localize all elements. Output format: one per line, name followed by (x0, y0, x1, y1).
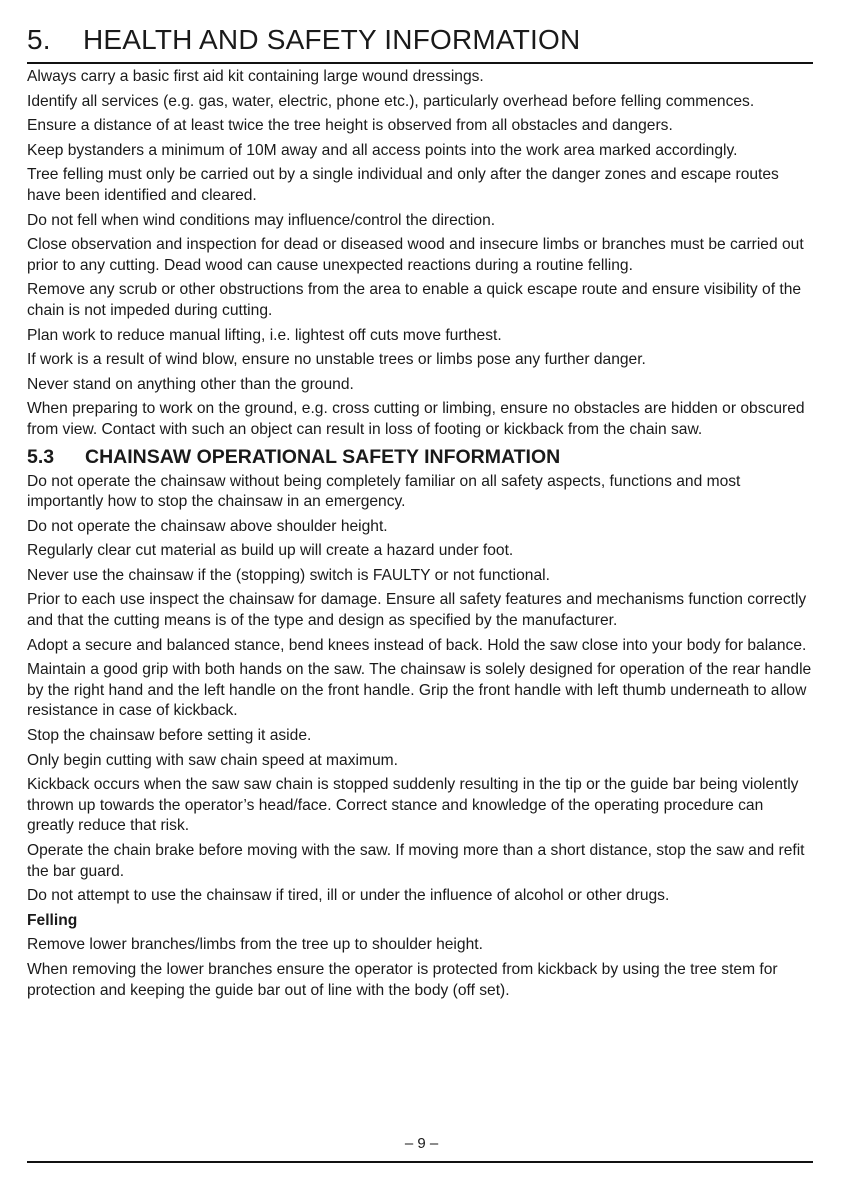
felling-heading: Felling (27, 911, 78, 929)
top-rule (27, 62, 813, 64)
section-number: 5. (27, 24, 51, 55)
paragraph: Only begin cutting with saw chain speed at maximum. (27, 751, 398, 769)
paragraph: When preparing to work on the ground, e.g. cross cutting or limbing, ensure no obstacles are hidden or obscured from view. Contact with such an object can result in loss of footing or kickback from the chain saw. (27, 400, 805, 438)
paragraph: Always carry a basic first aid kit containing large wound dressings. (27, 68, 484, 85)
paragraph: Adopt a secure and balanced stance, bend knees instead of back. Hold the saw close into your body for balance. (27, 636, 807, 654)
paragraph: Stop the chainsaw before setting it aside. (27, 727, 312, 745)
paragraph: When removing the lower branches ensure the operator is protected from kickback by using the tree stem for protection and keeping the guide bar out of line with the body (off set). (27, 960, 778, 999)
paragraph: Tree felling must only be carried out by a single individual and only after the danger zones and escape routes have been identified and cleared. (27, 166, 779, 204)
page-number: – 9 – (404, 1135, 439, 1152)
paragraph: Close observation and inspection for dead or diseased wood and insecure limbs or branches must be carried out prior to any cutting. Dead wood can cause unexpected reactions during a routine felling. (27, 236, 804, 274)
paragraph: Do not attempt to use the chainsaw if tired, ill or under the influence of alcohol or other drugs. (27, 887, 670, 905)
section-title: HEALTH AND SAFETY INFORMATION (83, 24, 581, 55)
paragraph: Identify all services (e.g. gas, water, electric, phone etc.), particularly overhead before felling commences. (27, 92, 755, 110)
paragraph: Keep bystanders a minimum of 10M away and all access points into the work area marked accordingly. (27, 141, 738, 159)
paragraph: Plan work to reduce manual lifting, i.e. lightest off cuts move furthest. (27, 326, 502, 344)
paragraph: Remove any scrub or other obstructions from the area to enable a quick escape route and ensure visibility of the chain is not impeded during cutting. (27, 281, 802, 319)
paragraph: Kickback occurs when the saw saw chain is stopped suddenly resulting in the tip or the guide bar being violently thrown up towards the operator’s head/face. Correct stance and knowledge of the operating procedure can greatly reduce that risk. (27, 776, 799, 835)
paragraph: Ensure a distance of at least twice the tree height is observed from all obstacles and dangers. (27, 117, 673, 135)
paragraph: Remove lower branches/limbs from the tree up to shoulder height. (27, 936, 483, 954)
section-heading (27, 22, 817, 58)
subsection-title: CHAINSAW OPERATIONAL SAFETY INFORMATION (85, 445, 561, 468)
subsection-heading (27, 445, 813, 469)
paragraph: Do not operate the chainsaw above shoulder height. (27, 517, 388, 535)
paragraph: Maintain a good grip with both hands on the saw. The chainsaw is solely designed for operation of the rear handle by the right hand and the left handle on the front handle. Grip the front handle with left thumb underneath to allow resistance in case of kickback. (27, 661, 812, 720)
paragraph: Regularly clear cut material as build up will create a hazard under foot. (27, 542, 514, 560)
paragraph: Prior to each use inspect the chainsaw for damage. Ensure all safety features and mechanisms function correctly and that the cutting means is of the type and design as specified by the manufacturer. (27, 591, 807, 630)
bottom-rule (27, 1161, 813, 1163)
paragraph: If work is a result of wind blow, ensure no unstable trees or limbs pose any further danger. (27, 351, 646, 369)
paragraph: Do not operate the chainsaw without being completely familiar on all safety aspects, functions and most importantly how to stop the chainsaw in an emergency. (27, 472, 741, 511)
page-body (27, 67, 813, 1005)
paragraph: Never stand on anything other than the ground. (27, 375, 354, 393)
paragraph: Operate the chain brake before moving with the saw. If moving more than a short distance, stop the saw and refit the bar guard. (27, 842, 805, 880)
paragraph: Never use the chainsaw if the (stopping) switch is FAULTY or not functional. (27, 566, 550, 584)
paragraph: Do not fell when wind conditions may influence/control the direction. (27, 211, 496, 229)
subsection-number: 5.3 (27, 445, 55, 468)
